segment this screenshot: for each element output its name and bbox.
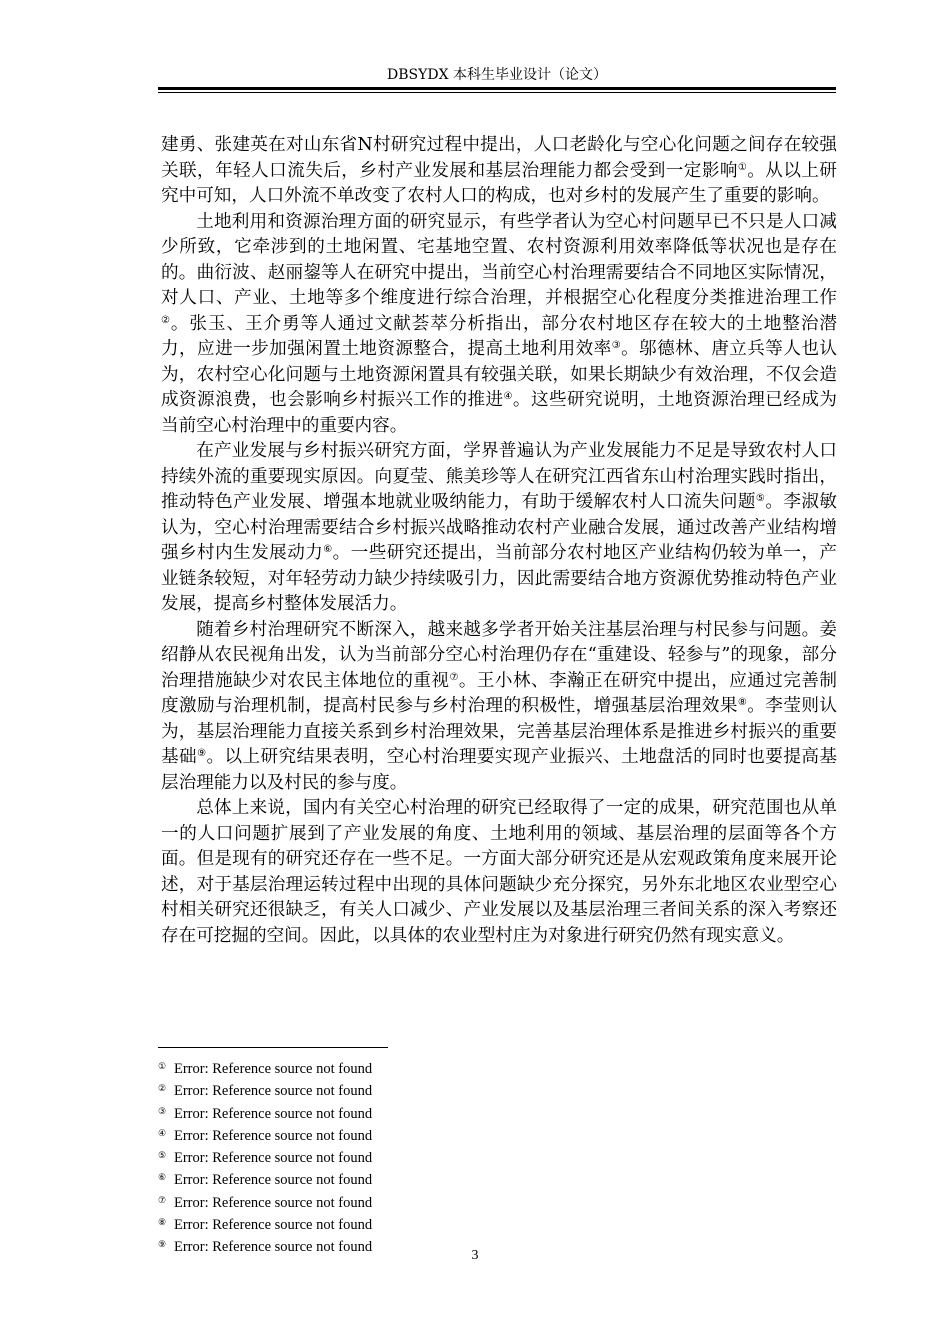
footnote-text: Error: Reference source not found [174,1105,373,1122]
footnote-item [158,1191,658,1213]
body-paragraph [161,133,837,210]
footnote-item [158,1213,658,1235]
paragraph-text: 。从以上研究中可知，人口外流不单改变了农村人口的构成，也对乡村的发展产生了重要的影响。 [161,160,837,206]
paragraph-text: 。一些研究还提出，当前部分农村地区产业结构仍较为单一，产业链条较短，对年轻劳动力缺少持续吸引力，因此需要结合地方资源优势推动特色产业发展，提高乡村整体发展活力。 [161,543,837,614]
footnote-text: Error: Reference source not found [174,1127,373,1144]
paragraph-text: 随着乡村治理研究不断深入，越来越多学者开始关注基层治理与村民参与问题。姜绍静从农民视角出发，认为当前部分空心村治理仍存在“重建设、轻参与”的现象，部分治理措施缺少对农民主体地位的重视 [161,619,837,691]
paragraph-text: 。王小林、李瀚正在研究中提出，应通过完善制度激励与治理机制，提高村民参与乡村治理的积极性，增强基层治理效果 [161,670,837,716]
footnote-reference[interactable]: ⑥ [323,544,333,555]
footnote-reference[interactable]: ④ [503,391,513,402]
footnote-text: Error: Reference source not found [174,1150,373,1167]
footnote-mark: ③ [158,1105,167,1116]
footnote-mark: ⑤ [158,1150,167,1161]
footnote-item [158,1124,658,1146]
footnote-text: Error: Reference source not found [174,1217,373,1234]
paragraph-text: 建勇、张建英在对山东省N村研究过程中提出，人口老龄化与空心化问题之间存在较强关联，年轻人口流失后，乡村产业发展和基层治理能力都会受到一定影响 [161,135,837,181]
footnote-mark: ① [158,1061,167,1071]
body-paragraph [161,439,837,618]
footnote-mark: ⑧ [158,1217,167,1228]
footnote-mark: ④ [158,1127,167,1138]
body-paragraph [161,210,837,440]
paragraph-text: 。李莹则认为，基层治理能力直接关系到乡村治理效果，完善基层治理体系是推进乡村振兴的重要基础 [161,696,837,767]
footnote-mark: ⑦ [158,1194,167,1205]
paragraph-text: 。邬德林、唐立兵等人也认为，农村空心化问题与土地资源闲置具有较强关联，如果长期缺少有效治理，不仅会造成资源浪费，也会影响乡村振兴工作的推进 [161,339,837,410]
paragraph-text: 总体上来说，国内有关空心村治理的研究已经取得了一定的成果，研究范围也从单一的人口问题扩展到了产业发展的角度、土地利用的领域、基层治理的层面等各个方面。但是现有的研究还存在一些不足。一方面大部分研究还是从宏观政策角度来展开论述，对于基层治理运转过程中出现的具体问题缺少充分探究，另外东北地区农业型空心村相关研究还很缺乏，有关人口减少、产业发展以及基层治理三者间关系的深入考察还存在可挖掘的空间。因此，以具体的农业型村庄为对象进行研究仍然有现实意义。 [161,798,837,946]
footnote-text: Error: Reference source not found [174,1083,373,1100]
paragraph-text: 土地利用和资源治理方面的研究显示，有些学者认为空心村问题早已不只是人口减少所致，它牵涉到的土地闲置、宅基地空置、农村资源利用效率降低等状况也是存在的。曲衍波、赵丽鋆等人在研究中提出，当前空心村治理需要结合不同地区实际情况，对人口、产业、土地等多个维度进行综合治理，并根据空心化程度分类推进治理工作 [161,211,837,308]
paragraph-text: 。以上研究结果表明，空心村治理要实现产业振兴、土地盘活的同时也要提高基层治理能力以及村民的参与度。 [161,747,837,793]
footnote-reference[interactable]: ② [161,314,171,326]
footnote-item [158,1102,658,1124]
footnote-text: Error: Reference source not found [174,1061,373,1077]
body-text [161,133,837,949]
footnote-reference[interactable]: ① [737,161,748,173]
body-paragraph [161,796,837,949]
footnote-text: Error: Reference source not found [174,1172,373,1189]
header-rule-thick [158,87,836,90]
paragraph-text: 在产业发展与乡村振兴研究方面，学界普遍认为产业发展能力不足是导致农村人口持续外流的重要现实原因。向夏莹、熊美珍等人在研究江西省东山村治理实践时指出，推动特色产业发展、增强本地就业吸纳能力，有助于缓解农村人口流失问题 [161,441,837,512]
footnote-text: Error: Reference source not found [174,1239,373,1256]
body-paragraph [161,618,837,797]
paragraph-text: 。这些研究说明，土地资源治理已经成为当前空心村治理中的重要内容。 [161,390,837,436]
paragraph-text: 。张玉、王介勇等人通过文献荟萃分析指出，部分农村地区存在较大的土地整治潜力，应进一步加强闲置土地资源整合，提高土地利用效率 [161,313,837,359]
footnote-reference[interactable]: ⑧ [737,697,748,708]
page-number: 3 [471,1248,479,1263]
footnote-reference[interactable]: ⑦ [449,671,459,683]
footnote-text: Error: Reference source not found [174,1194,373,1211]
footnote-reference[interactable]: ⑤ [755,493,766,504]
header-rule-thin [158,92,836,93]
footnote-mark: ⑥ [158,1172,167,1183]
footnote-mark: ⑨ [158,1239,167,1250]
page-header-title: DBSYDX 本科生毕业设计（论文） [387,67,607,83]
footnote-reference[interactable]: ③ [611,340,622,351]
footnote-item [158,1057,658,1079]
footnote-item [158,1079,658,1101]
footnote-separator [158,1047,388,1048]
footnote-reference[interactable]: ⑨ [197,748,207,759]
footnotes-list [158,1057,658,1258]
paragraph-text: 。李淑敏认为，空心村治理需要结合乡村振兴战略推动农村产业融合发展，通过改善产业结构增强乡村内生发展动力 [161,492,837,563]
footnote-item [158,1168,658,1190]
footnote-mark: ② [158,1083,167,1094]
footnote-item [158,1146,658,1168]
